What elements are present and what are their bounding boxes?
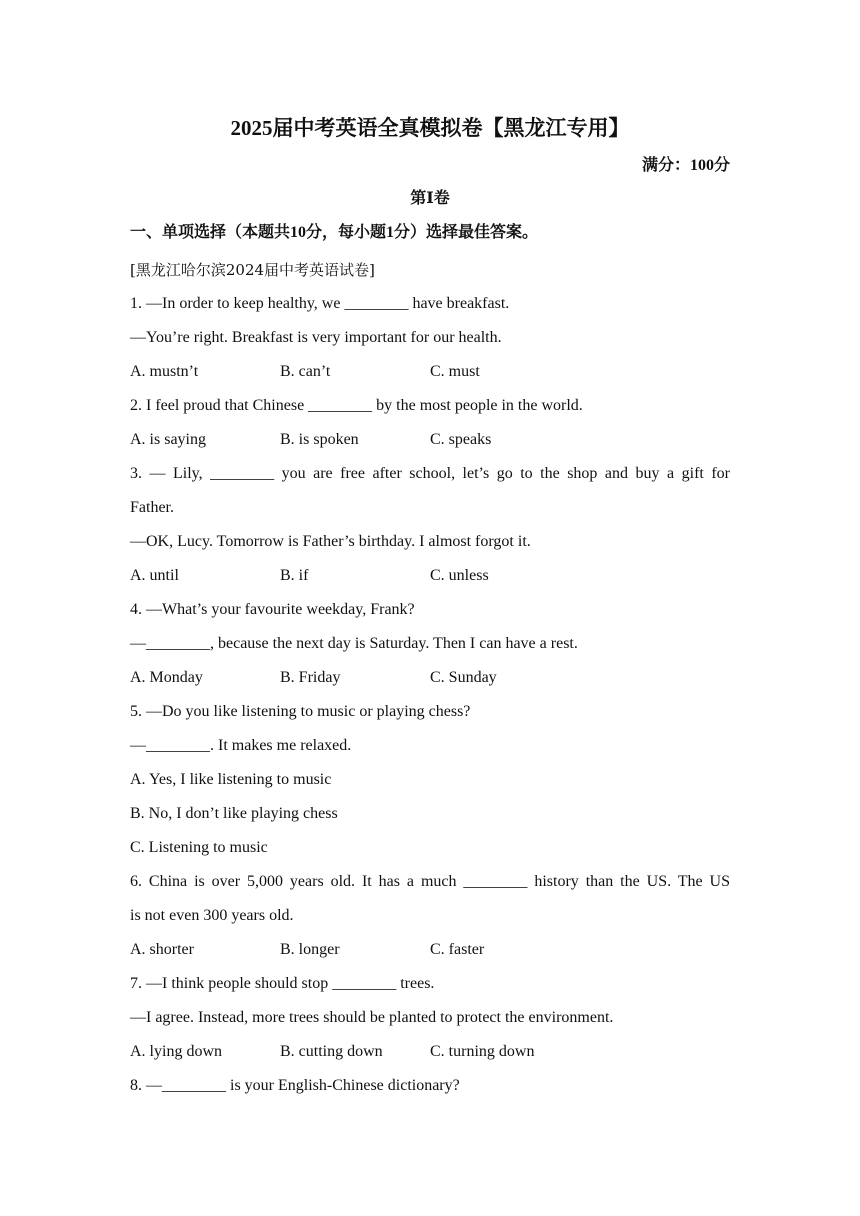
question-7-options xyxy=(130,1035,730,1069)
question-5-reply: —________. It makes me relaxed. xyxy=(130,737,352,754)
question-5-option-c: C. Listening to music xyxy=(130,839,268,856)
question-1-stem: 1. —In order to keep healthy, we ________ have breakfast. xyxy=(130,295,510,312)
question-3-reply: —OK, Lucy. Tomorrow is Father’s birthday. I almost forgot it. xyxy=(130,533,531,550)
question-4-reply: —________, because the next day is Saturday. Then I can have a rest. xyxy=(130,635,578,652)
question-3-option-c: C. unless xyxy=(430,567,489,584)
question-3-stem-line-2: Father. xyxy=(130,499,174,516)
question-7-option-c: C. turning down xyxy=(430,1043,535,1060)
question-6-option-b: B. longer xyxy=(280,941,340,958)
question-6-option-a: A. shorter xyxy=(130,941,194,958)
question-8-stem: 8. —________ is your English-Chinese dictionary? xyxy=(130,1077,460,1094)
question-6-options xyxy=(130,933,730,967)
question-1-reply: —You’re right. Breakfast is very important for our health. xyxy=(130,329,502,346)
question-2-options xyxy=(130,423,730,457)
question-1-options xyxy=(130,355,730,389)
question-7-option-a: A. lying down xyxy=(130,1043,222,1060)
question-2-option-b: B. is spoken xyxy=(280,431,359,448)
question-2-option-c: C. speaks xyxy=(430,431,492,448)
question-4-options xyxy=(130,661,730,695)
question-7-reply: —I agree. Instead, more trees should be planted to protect the environment. xyxy=(130,1009,614,1026)
question-3-stem-line-1: 3. — Lily, ________ you are free after school, let’s go to the shop and buy a gift for xyxy=(130,465,730,482)
question-5-stem: 5. —Do you like listening to music or playing chess? xyxy=(130,703,471,720)
question-7-stem: 7. —I think people should stop ________ trees. xyxy=(130,975,435,992)
question-1-option-c: C. must xyxy=(430,363,480,380)
question-1-option-a: A. mustn’t xyxy=(130,363,199,380)
question-list xyxy=(130,253,730,1103)
question-5-option-b: B. No, I don’t like playing chess xyxy=(130,805,338,822)
question-1-option-b: B. can’t xyxy=(280,363,331,380)
question-3-options xyxy=(130,559,730,593)
source-note: [黑龙江哈尔滨2024届中考英语试卷] xyxy=(130,261,375,279)
question-5-option-a: A. Yes, I like listening to music xyxy=(130,771,332,788)
question-4-stem: 4. —What’s your favourite weekday, Frank? xyxy=(130,601,415,618)
page-title: 2025届中考英语全真模拟卷【黑龙江专用】 xyxy=(230,116,630,140)
question-2-option-a: A. is saying xyxy=(130,431,206,448)
question-6-stem-line-2: is not even 300 years old. xyxy=(130,907,294,924)
section-heading: 一、单项选择（本题共10分，每小题1分）选择最佳答案。 xyxy=(130,224,539,241)
question-2-stem: 2. I feel proud that Chinese ________ by the most people in the world. xyxy=(130,397,583,414)
full-score-label: 满分：100分 xyxy=(641,157,730,174)
question-3-option-a: A. until xyxy=(130,567,179,584)
question-6-stem-line-1: 6. China is over 5,000 years old. It has a much ________ history than the US. The US xyxy=(130,873,730,890)
question-7-option-b: B. cutting down xyxy=(280,1043,383,1060)
volume-heading: 第Ⅰ卷 xyxy=(410,190,450,207)
question-4-option-c: C. Sunday xyxy=(430,669,497,686)
question-4-option-a: A. Monday xyxy=(130,669,203,686)
question-6-option-c: C. faster xyxy=(430,941,485,958)
question-4-option-b: B. Friday xyxy=(280,669,341,686)
question-3-option-b: B. if xyxy=(280,567,309,584)
